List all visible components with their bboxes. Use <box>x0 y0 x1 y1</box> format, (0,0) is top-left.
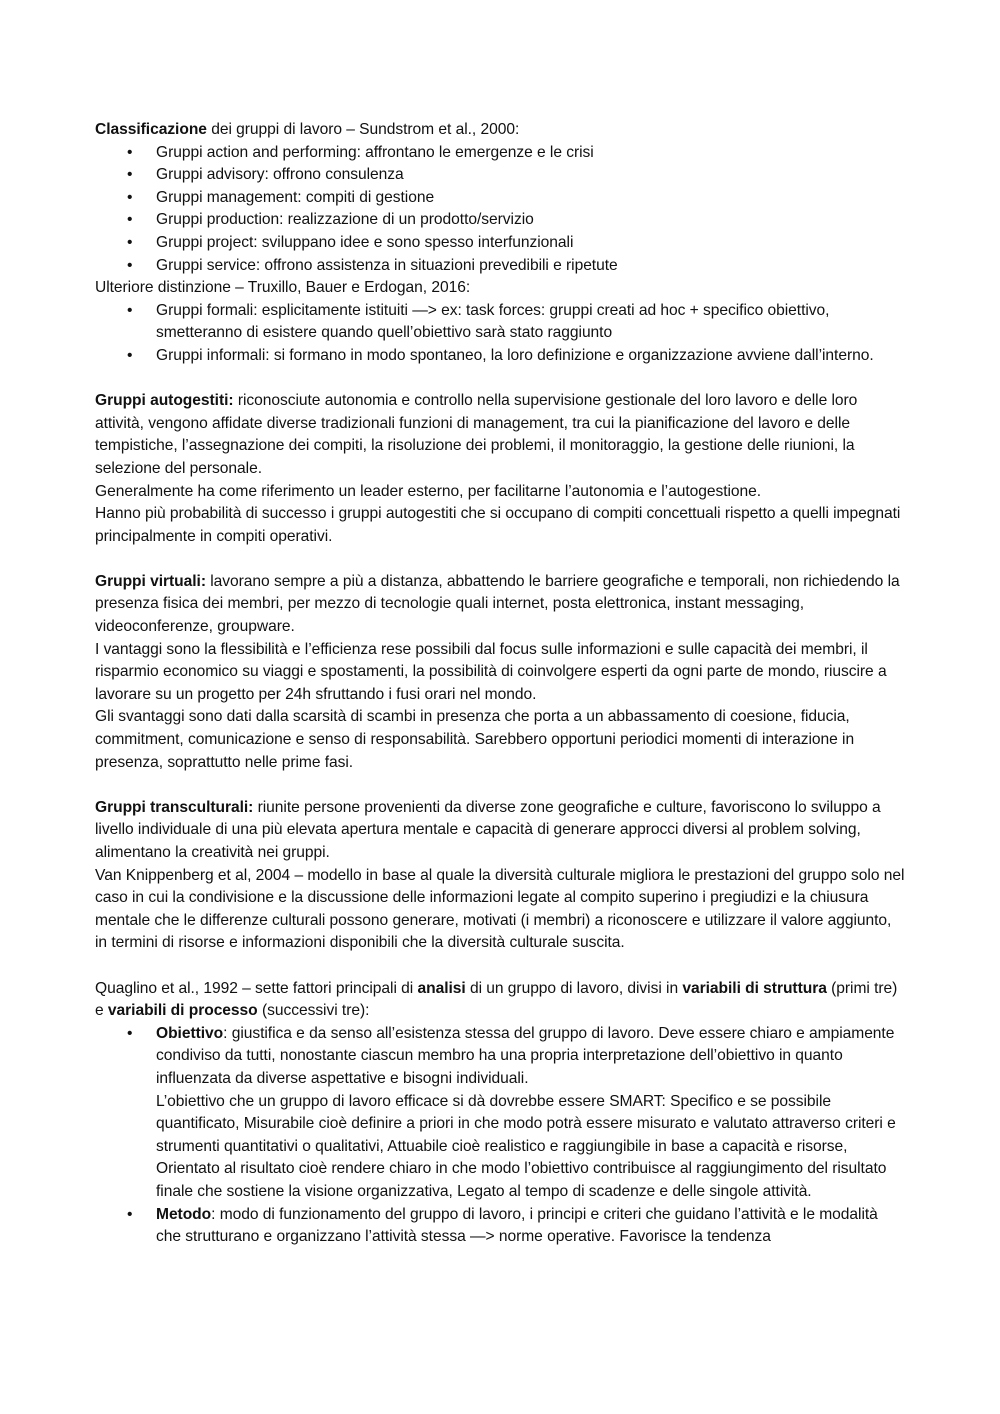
autogestiti-paragraph-3: Hanno più probabilità di successo i gruppi autogestiti che si occupano di compiti concettuali rispetto a quelli impegnati principalmente in compiti operativi. <box>95 505 901 545</box>
transculturali-paragraph <box>95 797 907 865</box>
obiettivo-label: Obiettivo <box>156 1024 224 1042</box>
list-item-text: Gruppi project: sviluppano idee e sono spesso interfunzionali <box>156 233 574 251</box>
quaglino-bold-processo: variabili di processo <box>107 1002 258 1020</box>
autogestiti-paragraph <box>95 390 907 480</box>
virtuali-text: lavorano sempre a più a distanza, abbattendo le barriere geografiche e temporali, non richiedendo la presenza fisica dei membri, per mezzo di tecnologie quali internet, posta elettronica, instant messaging, videoconferenze, groupware. <box>95 572 900 636</box>
transculturali-text: riunite persone provenienti da diverse zone geografiche e culture, favoriscono lo sviluppo a livello individuale di una più elevata apertura mentale e capacità di generare approcci diversi al problem solving, alimentano la creatività nei gruppi. <box>95 798 881 861</box>
list-item <box>95 1023 907 1204</box>
quaglino-text-2: di un gruppo di lavoro, divisi in <box>465 979 683 997</box>
list-item <box>95 142 907 165</box>
autogestiti-label: Gruppi autogestiti: <box>95 392 234 410</box>
list-item-text: Gruppi action and performing: affrontano le emergenze e le crisi <box>156 143 594 161</box>
list-item-text: Gruppi advisory: offrono consulenza <box>156 166 404 184</box>
quaglino-paragraph <box>95 978 907 1023</box>
list-item-text: Gruppi informali: si formano in modo spontaneo, la loro definizione e organizzazione avviene dall’interno. <box>156 346 874 364</box>
autogestiti-text: riconosciute autonomia e controllo nella supervisione gestionale del loro lavoro e delle loro attività, vengono affidate diverse tradizionali funzioni di management, tra cui la pianificazione del lavoro e delle tempistiche, l’assegnazione dei compiti, la risoluzione dei problemi, il monitoraggio, la gestione delle riunioni, la selezione del personale. <box>95 392 858 477</box>
obiettivo-text: : giustifica e da senso all’esistenza stessa del gruppo di lavoro. Deve essere chiaro e ampiamente condiviso da tutti, nonostante ciascun membro ha una propria interpretazione dell’obiettivo in quanto influenzata da diverse aspettative e bisogni individuali. <box>156 1024 895 1087</box>
list-item <box>95 345 907 368</box>
paragraph-spacer <box>95 368 907 391</box>
document-body <box>95 119 907 1249</box>
list-item <box>95 164 907 187</box>
bullet-icon: • <box>127 256 133 274</box>
list-item <box>95 1204 907 1249</box>
virtuali-paragraph-2: I vantaggi sono la flessibilità e l’efficienza rese possibili dal focus sulle informazioni e sulle capacità dei membri, il risparmio economico su viaggi e spostamenti, la possibilità di coinvolgere esperti da ogni parte de mondo, riuscire a lavorare su un progetto per 24h sfruttando i fusi orari nel mondo. <box>95 640 887 703</box>
list-item-text <box>156 1204 907 1249</box>
list-item <box>95 255 907 278</box>
bullet-icon: • <box>127 211 133 229</box>
bullet-icon: • <box>127 346 133 364</box>
distinction-heading: Ulteriore distinzione – Truxillo, Bauer e Erdogan, 2016: <box>95 279 471 297</box>
list-item <box>95 232 907 255</box>
quaglino-text-3: (primi tre) e <box>95 979 898 1020</box>
quaglino-text-4: (successivi tre): <box>257 1002 370 1020</box>
classification-heading <box>95 119 907 142</box>
bullet-icon: • <box>127 233 133 251</box>
quaglino-bold-struttura: variabili di struttura <box>682 979 827 997</box>
list-item <box>95 300 907 345</box>
paragraph-spacer <box>95 548 907 571</box>
list-item-text <box>156 1023 907 1091</box>
list-item <box>95 187 907 210</box>
list-item-text: Gruppi management: compiti di gestione <box>156 188 435 206</box>
bullet-icon: • <box>127 143 133 161</box>
quaglino-bold-analisi: analisi <box>417 979 466 997</box>
classification-list <box>95 142 907 278</box>
metodo-label: Metodo <box>156 1205 212 1223</box>
virtuali-label: Gruppi virtuali: <box>95 572 206 590</box>
quaglino-text-1: Quaglino et al., 1992 – sette fattori principali di <box>95 979 418 997</box>
list-item-text: Gruppi service: offrono assistenza in situazioni prevedibili e ripetute <box>156 256 618 274</box>
paragraph-spacer <box>95 955 907 978</box>
list-item-text: Gruppi formali: esplicitamente istituiti —> ex: task forces: gruppi creati ad hoc + specifico obiettivo, smetteranno di esistere quando quell’obiettivo sarà stato raggiunto <box>156 301 830 342</box>
classification-title-rest: dei gruppi di lavoro – Sundstrom et al., 2000: <box>206 121 520 138</box>
transculturali-paragraph-2: Van Knippenberg et al, 2004 – modello in base al quale la diversità culturale migliora le prestazioni del gruppo solo nel caso in cui la condivisione e la discussione delle informazioni legate al compito superino i pregiudizi e la chiusura mentale che le differenze culturali possono generare, motivati (i membri) a riconoscere e utilizzare il valore aggiunto, in termini di risorse e informazioni disponibili che la diversità culturale suscita. <box>95 866 905 952</box>
classification-title-bold: Classificazione <box>95 121 207 138</box>
bullet-icon: • <box>127 1205 133 1223</box>
quaglino-list <box>95 1023 907 1249</box>
metodo-text: : modo di funzionamento del gruppo di lavoro, i principi e criteri che guidano l’attività e le modalità che strutturano e organizzano l’attività stessa —> norme operative. Favorisce la tendenza <box>156 1205 878 1246</box>
obiettivo-smart-text: L’obiettivo che un gruppo di lavoro efficace si dà dovrebbe essere SMART: Specifico e se possibile quantificato, Misurabile cioè definire a priori in che modo potrà essere misurato e valutato attraverso criteri e strumenti quantitativi o qualitativi, Attuabile cioè realistico e raggiungibile in base a capacità e risorse, Orientato al risultato cioè rendere chiaro in che modo l’obiettivo contribuisce al raggiungimento del risultato finale che sostiene la visione organizzativa, Legato al tempo di scadenze e delle singole attività. <box>156 1092 896 1200</box>
virtuali-paragraph <box>95 571 907 639</box>
bullet-icon: • <box>127 188 133 206</box>
autogestiti-paragraph-2: Generalmente ha come riferimento un leader esterno, per facilitarne l’autonomia e l’autogestione. <box>95 482 762 500</box>
virtuali-paragraph-3: Gli svantaggi sono dati dalla scarsità di scambi in presenza che porta a un abbassamento di coesione, fiducia, commitment, comunicazione e senso di responsabilità. Sarebbero opportuni periodici momenti di interazione in presenza, soprattutto nelle prime fasi. <box>95 708 855 771</box>
bullet-icon: • <box>127 1024 133 1042</box>
list-item <box>95 209 907 232</box>
distinction-list <box>95 300 907 368</box>
transculturali-label: Gruppi transculturali: <box>95 798 254 816</box>
paragraph-spacer <box>95 774 907 797</box>
bullet-icon: • <box>127 301 133 319</box>
bullet-icon: • <box>127 166 133 184</box>
list-item-text: Gruppi production: realizzazione di un prodotto/servizio <box>156 211 534 229</box>
